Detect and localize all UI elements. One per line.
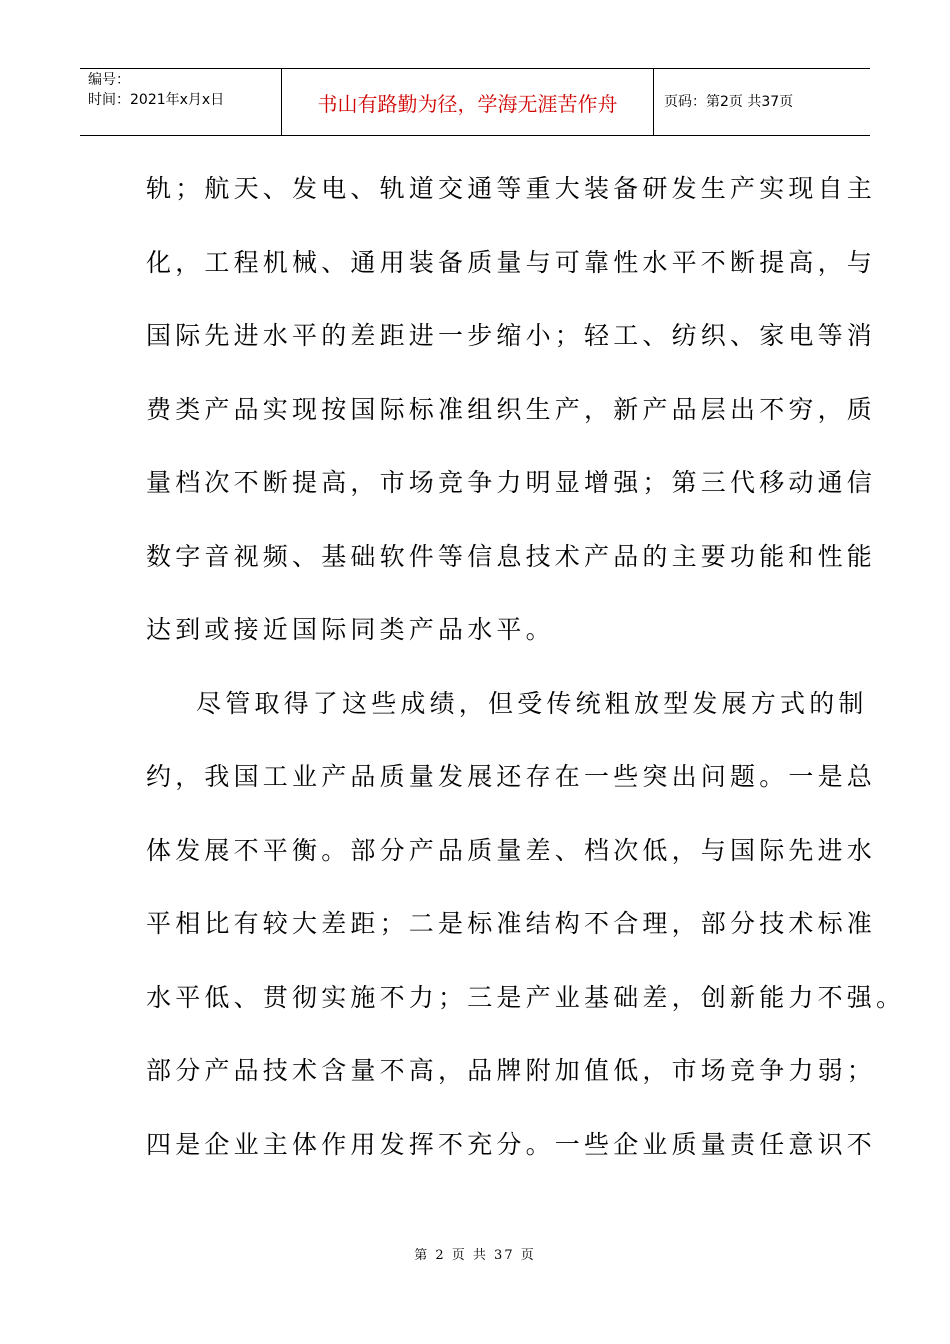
body-line: 国际先进水平的差距进一步缩小；轻工、纺织、家电等消	[146, 321, 877, 350]
body-line: 部分产品技术含量不高，品牌附加值低，市场竞争力弱；	[146, 1056, 877, 1085]
body-line: 平相比有较大差距；二是标准结构不合理，部分技术标准	[146, 909, 877, 938]
header-page-info: 页码：第2页 共37页	[664, 94, 794, 110]
body-line: 数字音视频、基础软件等信息技术产品的主要功能和性能	[146, 541, 877, 571]
header-motto-cell	[282, 69, 654, 135]
document-body	[146, 152, 906, 1181]
body-line: 四是企业主体作用发挥不充分。一些企业质量责任意识不	[146, 1129, 877, 1159]
body-paragraph-start: 尽管取得了这些成绩，但受传统粗放型发展方式的制	[196, 688, 868, 718]
body-line: 化，工程机械、通用装备质量与可靠性水平不断提高，与	[146, 247, 877, 277]
body-line: 约，我国工业产品质量发展还存在一些突出问题。一是总	[146, 762, 877, 791]
body-line: 轨；航天、发电、轨道交通等重大装备研发生产实现自主	[146, 174, 877, 203]
header-motto: 书山有路勤为径，学海无涯苦作舟	[317, 91, 618, 116]
header-meta-cell	[80, 69, 282, 135]
body-line: 水平低、贯彻实施不力；三是产业基础差，创新能力不强。	[146, 982, 906, 1012]
document-header	[80, 68, 870, 136]
body-line: 体发展不平衡。部分产品质量差、档次低，与国际先进水	[146, 835, 877, 865]
document-time-label: 时间：2021年x月x日	[88, 92, 225, 108]
body-line: 达到或接近国际同类产品水平。	[146, 615, 555, 644]
page-footer: 第 2 页 共 37 页	[414, 1248, 536, 1263]
header-page-cell	[654, 69, 870, 135]
document-number-label: 编号：	[88, 72, 130, 88]
body-line: 费类产品实现按国际标准组织生产，新产品层出不穷，质	[146, 394, 877, 424]
body-line: 量档次不断提高，市场竞争力明显增强；第三代移动通信	[146, 468, 877, 497]
